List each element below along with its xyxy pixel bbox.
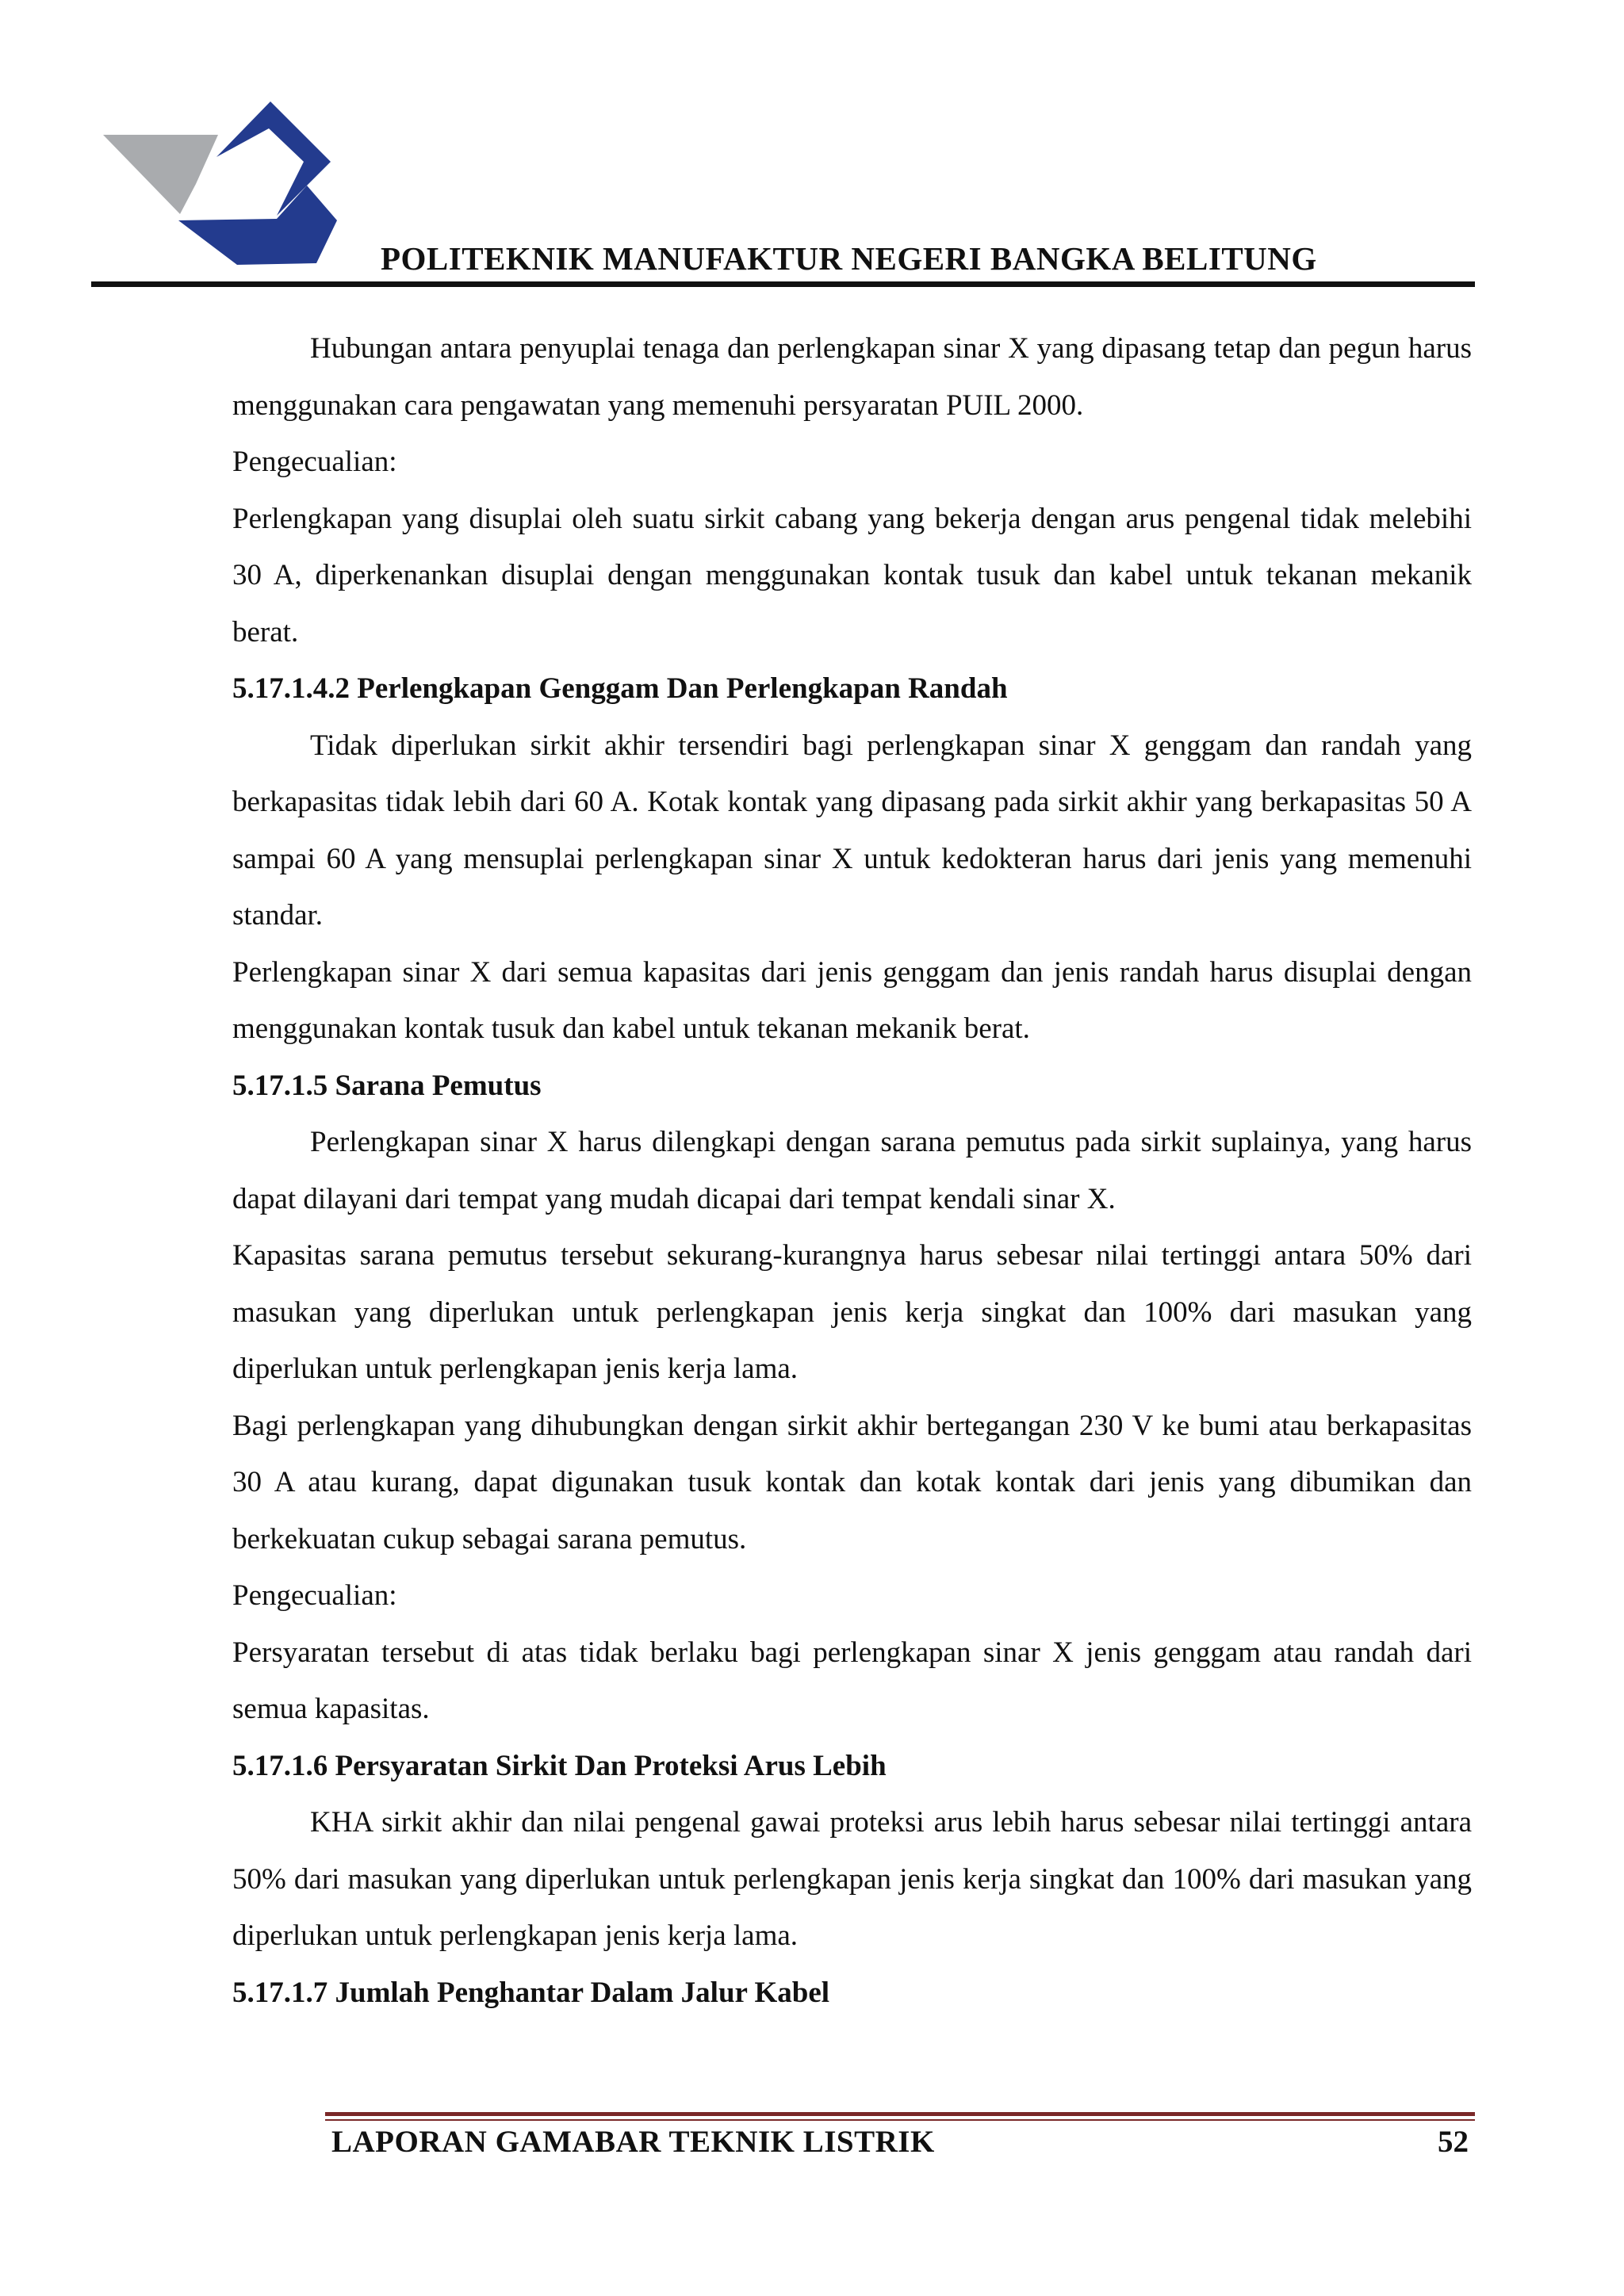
header-institution-name: POLITEKNIK MANUFAKTUR NEGERI BANGKA BELITUNG [381, 240, 1317, 277]
logo-blue-bottom [178, 186, 337, 265]
header-rule [91, 281, 1475, 287]
paragraph: Hubungan antara penyuplai tenaga dan perlengkapan sinar X yang dipasang tetap dan pegun harus menggunakan cara pengawatan yang memenuhi persyaratan PUIL 2000. [232, 332, 1472, 422]
footer-rule [325, 2112, 1475, 2116]
paragraph: Perlengkapan sinar X dari semua kapasitas dari jenis genggam dan jenis randah harus disuplai dengan menggunakan kontak tusuk dan kabel untuk tekanan mekanik berat. [232, 955, 1472, 1045]
paragraph: KHA sirkit akhir dan nilai pengenal gawai proteksi arus lebih harus sebesar nilai tertinggi antara 50% dari masukan yang diperlukan untuk perlengkapan jenis kerja singkat dan 100% dari masukan yang diperlukan untuk perlengkapan jenis kerja lama. [232, 1806, 1472, 1952]
institution-logo [99, 95, 345, 274]
paragraph: Perlengkapan yang disuplai oleh suatu sirkit cabang yang bekerja dengan arus pengenal tidak melebihi 30 A, diperkenankan disuplai dengan menggunakan kontak tusuk dan kabel untuk tekanan mekanik berat. [232, 502, 1472, 649]
section-heading: 5.17.1.7 Jumlah Penghantar Dalam Jalur Kabel [232, 1976, 830, 2009]
page-body [232, 320, 1472, 2021]
footer-rule-thin [325, 2119, 1475, 2121]
paragraph: Bagi perlengkapan yang dihubungkan dengan sirkit akhir bertegangan 230 V ke bumi atau berkapasitas 30 A atau kurang, dapat digunakan tusuk kontak dan kotak kontak dari jenis yang dibumikan dan berkekuatan cukup sebagai sarana pemutus. [232, 1409, 1472, 1556]
paragraph: Persyaratan tersebut di atas tidak berlaku bagi perlengkapan sinar X jenis genggam atau randah dari semua kapasitas. [232, 1636, 1472, 1725]
section-heading: 5.17.1.4.2 Perlengkapan Genggam Dan Perlengkapan Randah [232, 672, 1008, 705]
paragraph: Perlengkapan sinar X harus dilengkapi dengan sarana pemutus pada sirkit suplainya, yang harus dapat dilayani dari tempat yang mudah dicapai dari tempat kendali sinar X. [232, 1126, 1472, 1215]
section-heading: 5.17.1.6 Persyaratan Sirkit Dan Proteksi Arus Lebih [232, 1749, 887, 1782]
footer-report-title: LAPORAN GAMABAR TEKNIK LISTRIK [331, 2125, 935, 2159]
logo-graphic [99, 95, 345, 274]
section-heading: 5.17.1.5 Sarana Pemutus [232, 1069, 542, 1102]
logo-gray-chevron [103, 135, 218, 214]
paragraph: Tidak diperlukan sirkit akhir tersendiri bagi perlengkapan sinar X genggam dan randah yang berkapasitas tidak lebih dari 60 A. Kotak kontak yang dipasang pada sirkit akhir yang berkapasitas 50 A sampai 60 A yang mensuplai perlengkapan sinar X untuk kedokteran harus dari jenis yang memenuhi standar. [232, 729, 1472, 932]
page-number: 52 [1438, 2125, 1469, 2159]
exception-label: Pengecualian: [232, 1579, 397, 1612]
exception-label: Pengecualian: [232, 446, 397, 478]
paragraph: Kapasitas sarana pemutus tersebut sekurang-kurangnya harus sebesar nilai tertinggi antara 50% dari masukan yang diperlukan untuk perlengkapan jenis kerja singkat dan 100% dari masukan yang diperlukan untuk perlengkapan jenis kerja lama. [232, 1239, 1472, 1385]
